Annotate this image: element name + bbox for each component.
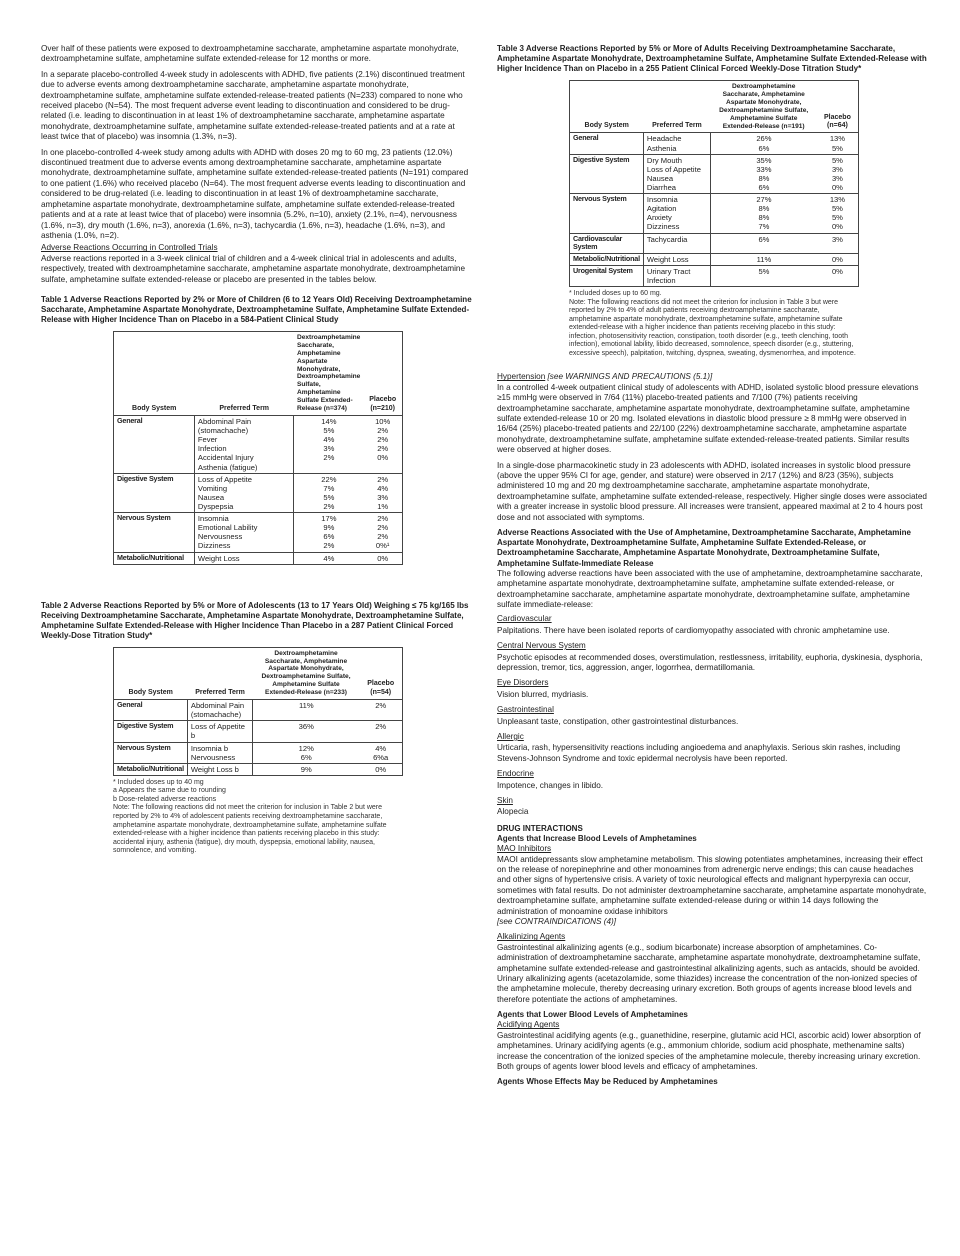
cell-line: Dry Mouth [646, 155, 682, 165]
drug-value-cell [253, 721, 360, 742]
cell-line: 5% [323, 492, 335, 502]
cell-line: 0% [831, 254, 843, 264]
cns-heading: Central Nervous System [497, 641, 586, 651]
table3-header-body-system: Body System [570, 81, 644, 133]
cell-line: 3% [831, 164, 843, 174]
paragraph: Gastrointestinal alkalinizing agents (e.g., sodium bicarbonate) increase absorption of amphetamines. Co-administration of dextroamphetamine saccharate, amphetamine aspartate monohydrate, dextroamphetamine sulfate, amphetamine sulfate extended-release and gastrointestinal alkalinizing agents, such as antacids, should be avoided. Urinary alkalinizing agents (acetazolamide, some thiazides) increase the concentration of the non-ionized species of the amphetamine molecule, thereby decreasing urinary excretion. Both groups of agents increase blood levels and therefore potentiate the actions of amphetamines. [497, 942, 921, 1004]
left-column [41, 44, 473, 856]
cell-line: Abdominal Pain (stomachache) [190, 701, 245, 720]
paragraph: In one placebo-controlled 4-week study among adults with ADHD with doses 20 mg to 60 mg, 23 patients (12.0%) discontinued treatment due to adverse events among dextroamphetamine saccharate, amphetamine aspartate monohydrate, dextroamphetamine sulfate, amphetamine sulfate extended-release-treated patients (N=191) compared to one patient (1.6%) who received placebo (N=64). The most frequent adverse events leading to discontinuation and considered to be drug-related (i.e. leading to discontinuation in at least 1% of dextroamphetamine saccharate, amphetamine aspartate monohydrate, dextroamphetamine sulfate, amphetamine sulfate extended-release-treated patients and at a rate at least twice that of placebo) were insomnia (5.2%, n=10), anxiety (2.1%, n=4), nervousness (1.6%, n=3), dry mouth (1.6%, n=3), anorexia (1.6%, n=3), tachycardia (1.6%, n=3), headache (1.6%, n=3), and asthenia (1.0%, n=2). [41, 147, 469, 240]
cell-line: 2% [377, 532, 389, 542]
placebo-value-cell [817, 233, 859, 253]
table3-row [570, 154, 859, 193]
cell-line: Dizziness [197, 541, 231, 551]
table2-row [114, 721, 403, 742]
cell-line: Emotional Lability [197, 523, 258, 533]
cell-line: 2% [377, 444, 389, 454]
cell-line: 3% [323, 444, 335, 454]
table3-notes [569, 290, 859, 358]
table3-row [570, 133, 859, 154]
cell-line: 7% [323, 483, 335, 493]
placebo-value-cell [359, 721, 402, 742]
cell-line: 6% [758, 234, 770, 244]
cell-line: 0%¹ [375, 541, 390, 551]
cell-line: 8% [758, 213, 770, 223]
cell-line: 6% [758, 143, 770, 153]
gi-heading: Gastrointestinal [497, 705, 554, 715]
acidifying-heading: Acidifying Agents [497, 1020, 560, 1030]
cell-line: 17% [321, 514, 337, 524]
alkalinizing-heading: Alkalinizing Agents [497, 932, 566, 942]
cell-line: 8% [758, 173, 770, 183]
allergic-heading: Allergic [497, 731, 524, 741]
lower-levels-heading: Agents that Lower Blood Levels of Amphetamines [497, 1010, 688, 1020]
cell-line: Infection [197, 444, 227, 454]
cell-line: 10% [375, 417, 391, 426]
table1-caption: Table 1 Adverse Reactions Reported by 2% or More of Children (6 to 12 Years Old) Receiving Dextroamphetamine Saccharate, Amphetamine Aspartate Monohydrate, Dextroamphetamine Sulfate, Amphetamine Sulfate Extended-Release with Higher Incidence Than on Placebo in a 584-Patient Clinical Study [41, 294, 472, 324]
placebo-value-cell [363, 513, 402, 552]
body-system-cell: Metabolic/Nutritional [114, 552, 195, 564]
cell-line: 2% [377, 523, 389, 533]
drug-value-cell [711, 233, 817, 253]
paragraph: Over half of these patients were exposed to dextroamphetamine saccharate, amphetamine aspartate monohydrate, dextroamphetamine sulfate, amphetamine sulfate extended-release for 12 months or more. [41, 44, 459, 64]
eye-heading: Eye Disorders [497, 678, 549, 688]
cell-line: 4% [323, 435, 335, 445]
body-system-cell: General [114, 416, 195, 474]
table3-header-placebo: Placebo (n=64) [817, 81, 859, 133]
table2-row [114, 700, 403, 721]
paragraph: Impotence, changes in libido. [497, 780, 604, 790]
maoi-heading: MAO Inhibitors [497, 844, 552, 854]
table2-header-placebo: Placebo (n=54) [359, 647, 402, 699]
cell-line: Accidental Injury [197, 453, 254, 463]
table3-caption: Table 3 Adverse Reactions Reported by 5% or More of Adults Receiving Dextroamphetamine Saccharate, Amphetamine Aspartate Monohydrate, Dextroamphetamine Sulfate, Amphetamine Sulfate Extended-Release with Higher Incidence Than on Placebo in a 255 Patient Clinical Forced Weekly-Dose Titration Study* [497, 44, 927, 73]
preferred-term-cell [194, 473, 294, 512]
endocrine-heading: Endocrine [497, 769, 534, 779]
cell-line: 0% [377, 453, 389, 463]
cell-line: Nervousness [197, 532, 243, 542]
cell-line: Nervousness [190, 752, 236, 762]
body-system-cell: Metabolic/Nutritional [570, 253, 644, 265]
table1-header-body-system: Body System [114, 331, 195, 415]
cell-line: Nausea [646, 173, 674, 183]
cell-line: 13% [829, 195, 846, 205]
table2-body [114, 700, 403, 776]
drug-value-cell [294, 513, 363, 552]
table2-note: * Included doses up to 40 mg [113, 778, 204, 786]
cell-line: 0% [831, 182, 843, 192]
placebo-value-cell [817, 194, 859, 233]
table1-row [114, 416, 403, 474]
cell-line: 6%a [373, 752, 389, 762]
cell-line: 11% [756, 254, 772, 264]
cell-line: Weight Loss b [190, 764, 239, 774]
skin-heading: Skin [497, 796, 513, 806]
drug-value-cell [253, 700, 360, 721]
cell-line: 11% [298, 701, 314, 711]
cell-line: 2% [377, 474, 389, 484]
placebo-value-cell [359, 700, 402, 721]
cell-line: Insomnia [646, 195, 678, 205]
cell-line: Weight Loss [646, 254, 689, 264]
cell-line: Nausea [197, 492, 225, 502]
drug-value-cell [711, 133, 817, 154]
paragraph: Adverse reactions reported in a 3-week clinical trial of children and a 4-week clinical trial in adolescents and adults, respectively, treated with dextroamphetamine saccharate, amphetamine aspartate monohydrate, dextroamphetamine sulfate, amphetamine sulfate extended-release or placebo are presented in the tables below. [41, 253, 466, 284]
placebo-value-cell [817, 154, 859, 193]
table3-header-drug: Dextroamphetamine Saccharate, Amphetamine Aspartate Monohydrate, Dextroamphetamine Sulfate, Amphetamine Sulfate Extended-Release (n=191) [711, 81, 817, 133]
body-system-cell: Nervous System [570, 194, 644, 233]
cell-line: 8% [758, 204, 770, 214]
cell-line: 22% [321, 474, 337, 484]
cell-line: 2% [375, 701, 387, 711]
paragraph: The following adverse reactions have been associated with the use of amphetamine, dextroamphetamine saccharate, amphetamine aspartate monohydrate, dextroamphetamine sulfate, amphetamine sulfate extended-release, or dextroamphetamine saccharate, amphetamine aspartate monohydrate, dextroamphetamine sulfate, amphetamine sulfate immediate-release: [497, 568, 923, 609]
placebo-value-cell [359, 763, 402, 775]
drug-value-cell [294, 552, 363, 564]
cell-line: Urinary Tract Infection [646, 266, 691, 286]
cell-line: 0% [831, 222, 843, 232]
cell-line: Vomiting [197, 483, 228, 493]
table2-row [114, 742, 403, 763]
cell-line: Dizziness [646, 222, 680, 232]
cell-line: 5% [831, 143, 843, 153]
placebo-value-cell [817, 133, 859, 154]
cell-line: 6% [758, 182, 770, 192]
cell-line: 6% [323, 532, 335, 542]
table3-row [570, 233, 859, 253]
cell-line: 0% [377, 553, 389, 563]
cell-line: 4% [375, 743, 387, 753]
table3-body [570, 133, 859, 287]
section-subheading: Adverse Reactions Occurring in Controlled Trials [41, 243, 218, 253]
table1-row [114, 473, 403, 512]
table3-row [570, 265, 859, 286]
preferred-term-cell [643, 154, 710, 193]
placebo-value-cell [363, 416, 402, 474]
placebo-value-cell [817, 265, 859, 286]
paragraph: Psychotic episodes at recommended doses, overstimulation, restlessness, irritability, euphoria, dyskinesia, dysphoria, depression, tremor, tics, aggression, anger, logorrhea, dermatillomania. [497, 652, 923, 672]
cell-line: Asthenia [646, 143, 677, 153]
increase-levels-heading: Agents that Increase Blood Levels of Amphetamines [497, 833, 697, 843]
placebo-value-cell [359, 742, 402, 763]
reduced-effects-heading: Agents Whose Effects May be Reduced by Amphetamines [497, 1077, 718, 1087]
table2-note: Note: The following reactions did not meet the criterion for inclusion in Table 2 but were reported by 2% to 4% of adolescent patients receiving dextroamphetamine saccharate, amphetamine aspartate monohydrate, dextroamphetamine sulfate, amphetamine sulfate extended-release with a higher incidence than patients receiving placebo in this study: accidental injury, asthenia (fatigue), dry mouth, dyspepsia, emotional lability, nausea, somnolence, and vomiting. [113, 804, 387, 855]
preferred-term-cell [194, 513, 294, 552]
cell-line: Asthenia (fatigue) [197, 462, 258, 472]
body-system-cell: Urogenital System [570, 265, 644, 286]
cell-line: Loss of Appetite b [190, 722, 245, 741]
preferred-term-cell [187, 763, 252, 775]
table3 [569, 80, 859, 287]
drug-value-cell [294, 416, 363, 474]
cell-line: 36% [298, 722, 314, 732]
body-system-cell: Nervous System [114, 742, 188, 763]
table3-row [570, 253, 859, 265]
table2-header-body-system: Body System [114, 647, 188, 699]
drug-value-cell [253, 742, 360, 763]
table2-notes [113, 779, 403, 856]
maoi-text: MAOI antidepressants slow amphetamine metabolism. This slowing potentiates amphetamines, increasing their effect on the release of norepinephrine and other monoamines from adrenergic nerve endings; this can cause headaches and other signs of hypertensive crisis. A variety of toxic neurological effects and malignant hyperpyrexia can occur, sometimes with fatal results. Do not administer dextroamphetamine saccharate, amphetamine aspartate monohydrate, dextroamphetamine sulfate, amphetamine sulfate extended-release during or within 14 days following the administration of monoamine oxidase inhibitors [497, 854, 927, 916]
cell-line: 0% [375, 764, 387, 774]
cell-line: Loss of Appetite [197, 474, 252, 484]
cell-line: 2% [377, 514, 389, 524]
table3-note: Note: The following reactions did not meet the criterion for inclusion in Table 3 but were reported by 2% to 4% of adult patients receiving dextroamphetamine saccharate, amphetamine aspartate monohydrate, dextroamphetamine sulfate, amphetamine sulfate extended-release with a higher incidence than patients receiving placebo in this study: infection, photosensitivity reaction, constipation, tooth disorder (e.g., teeth clenching, tooth infection), emotional lability, libido decreased, somnolence, speech disorder (e.g., stuttering, excessive speech), palpitation, twitching, dyspnea, sweating, dysmenorrhea, and impotence. [569, 298, 856, 357]
cell-line: Tachycardia [646, 234, 688, 244]
right-column [497, 44, 927, 1088]
body-system-cell: Digestive System [114, 473, 195, 512]
cell-line: 5% [831, 204, 843, 214]
cell-line: Insomnia [197, 514, 229, 524]
cell-line: 2% [323, 541, 335, 551]
table1-row [114, 552, 403, 564]
table1-row [114, 513, 403, 552]
paragraph: Unpleasant taste, constipation, other gastrointestinal disturbances. [497, 716, 739, 726]
cell-line: 33% [756, 164, 772, 174]
cell-line: 3% [377, 492, 389, 502]
cell-line: 35% [756, 155, 772, 165]
drug-value-cell [253, 763, 360, 775]
paragraph: Urticaria, rash, hypersensitivity reactions including angioedema and anaphylaxis. Serious skin rashes, including Stevens-Johnson Syndrome and toxic epidermal necrolysis have been reported. [497, 743, 901, 763]
cell-line: 9% [323, 523, 335, 533]
table3-header-preferred-term: Preferred Term [643, 81, 710, 133]
cell-line: 2% [323, 453, 335, 463]
cell-line: Abdominal Pain (stomachache) [197, 417, 252, 436]
drug-value-cell [294, 473, 363, 512]
table1-header-placebo: Placebo (n=210) [363, 331, 402, 415]
cell-line: 14% [321, 417, 337, 426]
table2-caption: Table 2 Adverse Reactions Reported by 5% or More of Adolescents (13 to 17 Years Old) Weighing ≤ 75 kg/165 lbs Receiving Dextroamphetamine Saccharate, Amphetamine Aspartate Monohydrate, Dextroamphetamine Sulfate, Amphetamine Sulfate Extended-Release with Higher Incidence Than Placebo in a 287 Patient Clinical Forced Weekly-Dose Titration Study* [41, 600, 469, 640]
paragraph: Alopecia [497, 807, 529, 817]
table1-body [114, 416, 403, 565]
body-system-cell: General [570, 133, 644, 154]
cell-line: 2% [323, 501, 335, 511]
preferred-term-cell [187, 721, 252, 742]
table1 [113, 331, 403, 565]
cell-line: 2% [377, 426, 389, 436]
drug-value-cell [711, 265, 817, 286]
preferred-term-cell [187, 700, 252, 721]
cell-line: 3% [831, 173, 843, 183]
paragraph: In a single-dose pharmacokinetic study in 23 adolescents with ADHD, isolated increases in systolic blood pressure (above the upper 95% CI for age, gender, and stature) were observed in 2/17 (12%) and 8/23 (35%), subjects administered 10 mg and 20 mg dextroamphetamine saccharate, amphetamine aspartate monohydrate, dextroamphetamine sulfate, amphetamine sulfate extended-release, respectively. Higher single doses were associated with a greater increase in systolic blood pressure. All increases were transient, appeared maximal at 2 to 4 hours post dose and not associated with symptoms. [497, 460, 927, 522]
cell-line: 1% [377, 501, 389, 511]
table2-header-drug: Dextroamphetamine Saccharate, Amphetamine Aspartate Monohydrate, Dextroamphetamine Sulfate, Amphetamine Sulfate Extended-Release (n=233) [253, 647, 360, 699]
cell-line: 9% [300, 764, 312, 774]
cell-line: Insomnia b [190, 743, 229, 753]
table2-note: a Appears the same due to rounding [113, 787, 226, 795]
cell-line: Headache [646, 134, 682, 144]
placebo-value-cell [363, 473, 402, 512]
table2-header-preferred-term: Preferred Term [187, 647, 252, 699]
paragraph: In a controlled 4-week outpatient clinical study of adolescents with ADHD, isolated systolic blood pressure elevations ≥15 mmHg were observed in 7/64 (11%) placebo-treated patients and 7/100 (7%) patients receiving dextroamphetamine saccharate, amphetamine aspartate monohydrate, dextroamphetamine sulfate, amphetamine sulfate extended-release 10 or 20 mg. Isolated elevations in diastolic blood pressure ≥ 8 mmHg were observed in 16/64 (25%) placebo-treated patients and 22/100 (22%) dextroamphetamine saccharate, amphetamine aspartate monohydrate, dextroamphetamine sulfate, amphetamine sulfate extended-release-treated patients. Similar results were observed at higher doses. [497, 382, 919, 455]
cell-line: 26% [756, 134, 772, 144]
placebo-value-cell [363, 552, 402, 564]
cell-line: 6% [300, 752, 312, 762]
cell-line: 0% [831, 266, 843, 276]
drug-value-cell [711, 253, 817, 265]
table3-note: * Included doses up to 60 mg. [569, 290, 662, 298]
cell-line: 4% [323, 553, 335, 563]
cell-line: Loss of Appetite [646, 164, 701, 174]
body-system-cell: Cardiovascular System [570, 233, 644, 253]
preferred-term-cell [643, 233, 710, 253]
cardio-heading: Cardiovascular [497, 614, 552, 624]
placebo-value-cell [817, 253, 859, 265]
cell-line: 5% [831, 213, 843, 223]
cell-line: Weight Loss [197, 553, 240, 563]
paragraph [497, 855, 927, 928]
table2 [113, 647, 403, 776]
body-system-cell: Digestive System [114, 721, 188, 742]
table3-row [570, 194, 859, 233]
drug-value-cell [711, 154, 817, 193]
paragraph: In a separate placebo-controlled 4-week study in adolescents with ADHD, five patients (2.1%) discontinued treatment due to adverse events among dextroamphetamine saccharate, amphetamine aspartate monohydrate, dextroamphetamine sulfate, amphetamine sulfate extended-release-treated patients (N=233) compared to none who received placebo (N=54). The most frequent adverse event leading to discontinuation and considered to be drug-related (i.e. leading to discontinuation in at least 1% of dextroamphetamine saccharate, amphetamine aspartate monohydrate, dextroamphetamine sulfate, amphetamine sulfate extended-release-treated patients and at a rate at least twice that of placebo) was insomnia (1.3%, n=3). [41, 69, 465, 142]
drug-interactions-heading: DRUG INTERACTIONS [497, 823, 583, 833]
cell-line: 7% [758, 222, 770, 232]
assoc-heading: Adverse Reactions Associated with the Use of Amphetamine, Dextroamphetamine Saccharate, Amphetamine Aspartate Monohydrate, Dextroamphetamine Sulfate, Amphetamine Sulfate Extended-Release, or Dextroamphetamine Saccharate, Amphetamine Aspartate Monohydrate, Dextroamphetamine Sulfate, Amphetamine Sulfate-Immediate Release [497, 528, 911, 568]
preferred-term-cell [187, 742, 252, 763]
table2-row [114, 763, 403, 775]
cell-line: Fever [197, 435, 218, 445]
body-system-cell: Nervous System [114, 513, 195, 552]
body-system-cell: Digestive System [570, 154, 644, 193]
cell-line: 27% [756, 195, 772, 205]
preferred-term-cell [194, 552, 294, 564]
hypertension-ref: [see WARNINGS AND PRECAUTIONS (5.1)] [547, 372, 713, 382]
cell-line: 2% [375, 722, 387, 732]
preferred-term-cell [643, 265, 710, 286]
maoi-ref: [see CONTRAINDICATIONS (4)] [497, 916, 617, 926]
cell-line: Agitation [646, 204, 677, 214]
cell-line: Anxiety [646, 213, 672, 223]
cell-line: 5% [323, 426, 335, 436]
table1-header-drug: Dextroamphetamine Saccharate, Amphetamine Aspartate Monohydrate, Dextroamphetamine Sulfate, Amphetamine Sulfate Extended-Release (n=374) [294, 331, 363, 415]
paragraph: Vision blurred, mydriasis. [497, 689, 589, 699]
hypertension-heading: Hypertension [497, 372, 546, 382]
body-system-cell: Metabolic/Nutritional [114, 763, 188, 775]
hypertension-section [497, 372, 927, 523]
paragraph: Palpitations. There have been isolated reports of cardiomyopathy associated with chronic amphetamine use. [497, 625, 890, 635]
cell-line: 3% [831, 234, 843, 244]
cell-line: 13% [829, 134, 846, 144]
cell-line: 5% [758, 266, 770, 276]
table1-header-preferred-term: Preferred Term [194, 331, 294, 415]
cell-line: Diarrhea [646, 182, 677, 192]
cell-line: 2% [377, 435, 389, 445]
table2-note: b Dose-related adverse reactions [113, 795, 217, 803]
cell-line: 4% [377, 483, 389, 493]
drug-value-cell [711, 194, 817, 233]
cell-line: 5% [831, 155, 843, 165]
preferred-term-cell [643, 133, 710, 154]
body-system-cell: General [114, 700, 188, 721]
cell-line: Dyspepsia [197, 501, 234, 511]
preferred-term-cell [194, 416, 294, 474]
paragraph: Gastrointestinal acidifying agents (e.g., guanethidine, reserpine, glutamic acid HCl, ascorbic acid) lower absorption of amphetamines. Urinary acidifying agents (e.g., ammonium chloride, sodium acid phosphate, methenamine salts) increase the concentration of the ionized species of the amphetamine molecule, thereby increasing urinary excretion. Both groups of agents lower blood levels and efficacy of amphetamines. [497, 1030, 921, 1072]
preferred-term-cell [643, 194, 710, 233]
preferred-term-cell [643, 253, 710, 265]
cell-line: 12% [298, 743, 314, 753]
